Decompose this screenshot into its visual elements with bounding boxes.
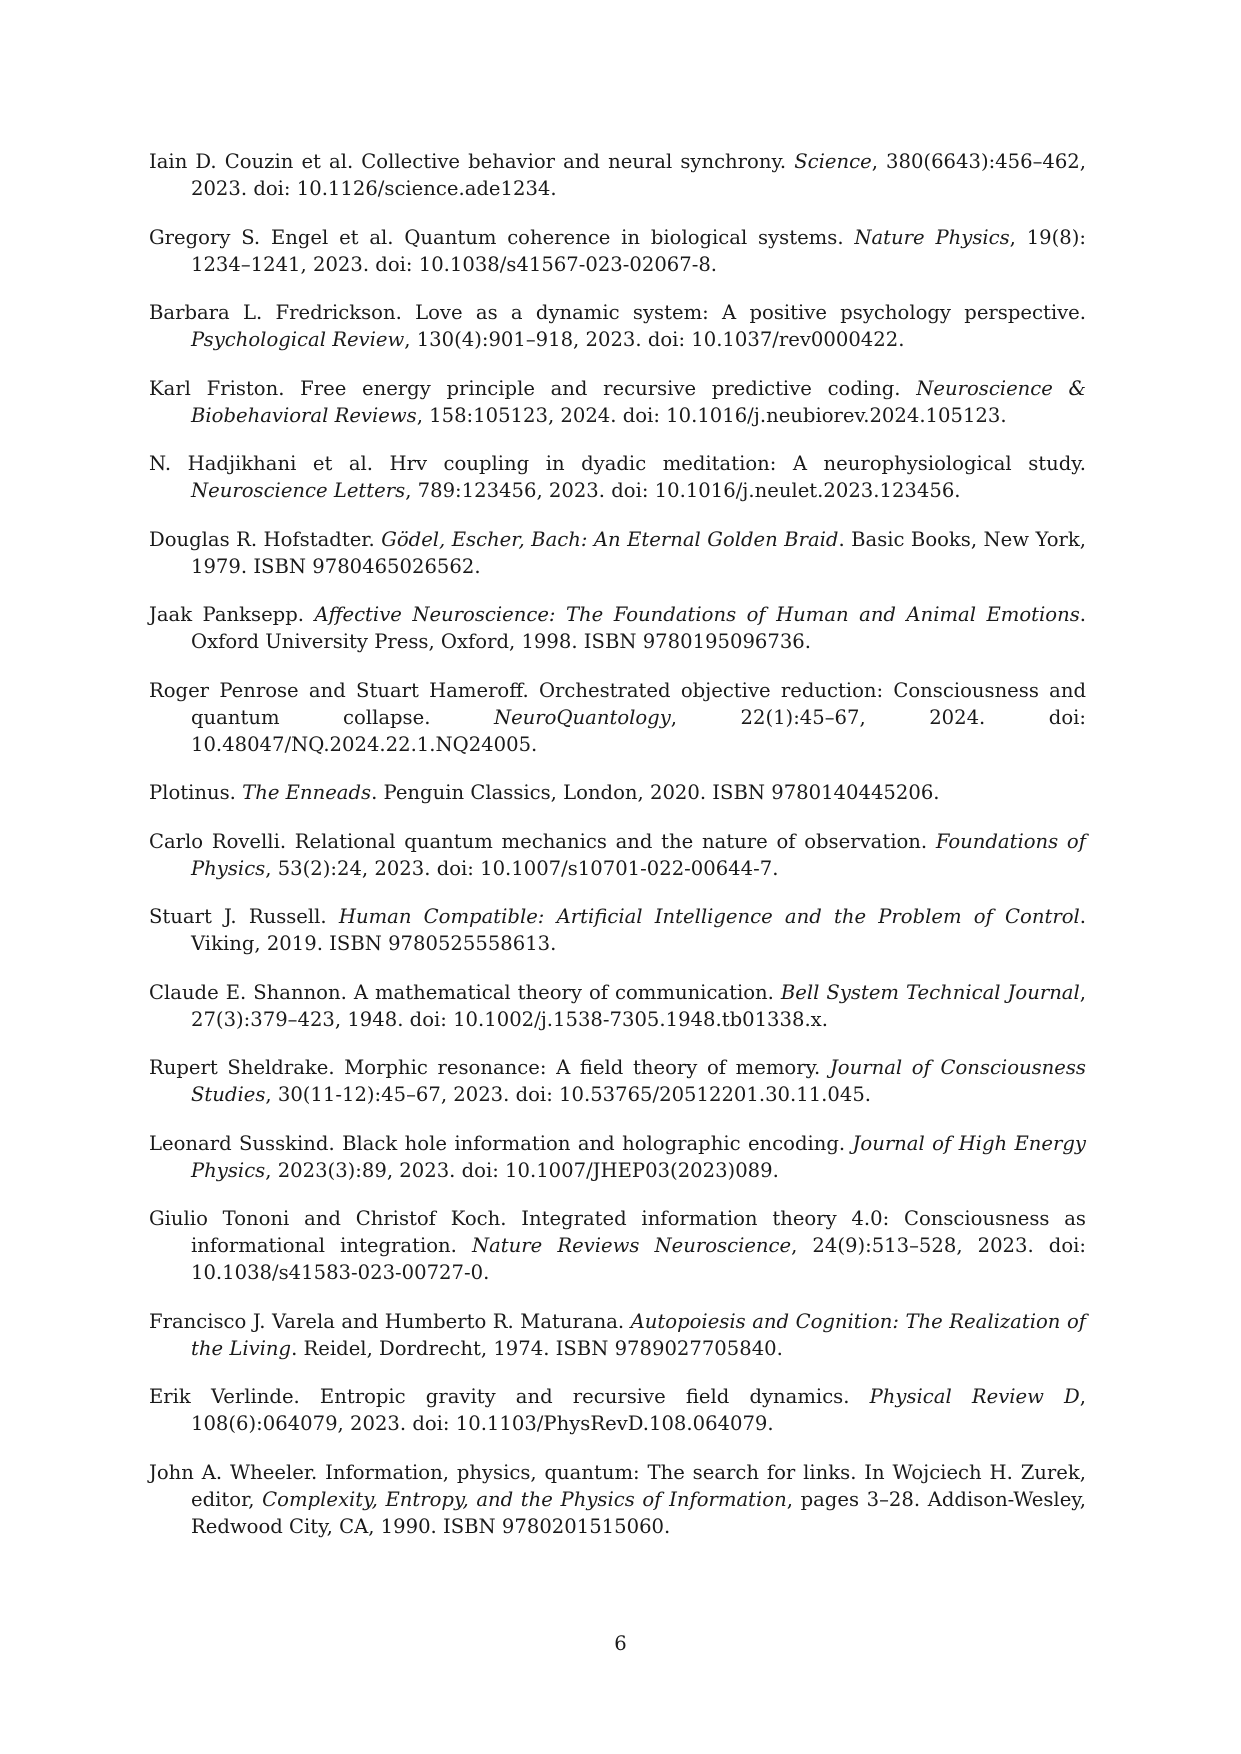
reference-details: , 380(6643):456–462, 2023. doi: 10.1126/science.ade1234. [191, 150, 1087, 200]
reference-item [149, 979, 1086, 1033]
reference-venue: The Enneads [242, 781, 372, 804]
reference-venue: Science [794, 150, 872, 173]
reference-item [149, 299, 1086, 353]
reference-venue: NeuroQuantology [493, 705, 671, 729]
page-number: 6 [614, 1632, 627, 1655]
reference-text: Iain D. Couzin et al. Collective behavior and neural synchrony. [149, 150, 795, 173]
reference-item [149, 677, 1086, 758]
reference-item [149, 779, 1086, 806]
reference-text: N. Hadjikhani et al. Hrv coupling in dyadic meditation: A neurophysiological study. [149, 452, 1086, 475]
reference-item [149, 1459, 1086, 1540]
reference-venue: Bell System Technical Journal [780, 980, 1080, 1004]
reference-item [149, 601, 1086, 655]
reference-details: , 158:105123, 2024. doi: 10.1016/j.neubiorev.2024.105123. [416, 403, 1007, 427]
reference-venue: Affective Neuroscience: The Foundations of Human and Animal Emotions [314, 603, 1080, 626]
reference-venue: Autopoiesis and Cognition: The Realization of the Living [191, 1309, 1086, 1360]
reference-details: . Oxford University Press, Oxford, 1998. ISBN 9780195096736. [191, 603, 1086, 653]
reference-details: . Viking, 2019. ISBN 9780525558613. [191, 905, 1086, 955]
reference-item [149, 1308, 1086, 1362]
reference-venue: Physical Review D [869, 1385, 1080, 1408]
reference-venue: Journal of High Energy Physics [191, 1131, 1086, 1182]
reference-venue: Complexity, Entropy, and the Physics of Information [262, 1487, 787, 1511]
reference-text: Jaak Panksepp. [149, 603, 315, 626]
reference-venue: Journal of Consciousness Studies [191, 1056, 1086, 1106]
reference-text: Rupert Sheldrake. Morphic resonance: A field theory of memory. [149, 1056, 830, 1079]
reference-text: Plotinus. [149, 781, 243, 804]
reference-details: , 53(2):24, 2023. doi: 10.1007/s10701-022-00644-7. [265, 856, 779, 880]
reference-item [149, 1383, 1086, 1437]
reference-text: Francisco J. Varela and Humberto R. Maturana. [149, 1309, 631, 1333]
reference-text: Gregory S. Engel et al. Quantum coherence in biological systems. [149, 225, 855, 249]
reference-item [149, 224, 1086, 278]
reference-details: . Penguin Classics, London, 2020. ISBN 9780140445206. [371, 781, 940, 804]
reference-list [149, 148, 1086, 1561]
reference-item [149, 903, 1086, 957]
reference-text: Roger Penrose and Stuart Hameroff. Orchestrated objective reduction: Consciousness and quantum collapse. [149, 678, 1086, 729]
reference-text: Karl Friston. Free energy principle and recursive predictive coding. [149, 376, 917, 400]
reference-venue: Nature Physics [854, 225, 1010, 249]
reference-venue: Gödel, Escher, Bach: An Eternal Golden Braid [381, 527, 839, 551]
reference-text: Stuart J. Russell. [149, 905, 339, 928]
reference-details: , 30(11-12):45–67, 2023. doi: 10.53765/20512201.30.11.045. [265, 1083, 872, 1106]
reference-item [149, 1130, 1086, 1184]
reference-item [149, 828, 1086, 882]
reference-text: John A. Wheeler. Information, physics, quantum: The search for links. In Wojciech H. Zurek, editor, [149, 1460, 1086, 1511]
reference-venue: Psychological Review [191, 328, 405, 351]
reference-item [149, 148, 1086, 202]
reference-text: Giulio Tononi and Christof Koch. Integrated information theory 4.0: Consciousness as informational integration. [149, 1207, 1086, 1257]
reference-item [149, 1054, 1086, 1108]
reference-details: , pages 3–28. Addison-Wesley, Redwood City, CA, 1990. ISBN 9780201515060. [191, 1487, 1086, 1538]
reference-details: , 130(4):901–918, 2023. doi: 10.1037/rev0000422. [404, 328, 905, 351]
reference-item [149, 450, 1086, 504]
reference-venue: Foundations of Physics [191, 829, 1086, 880]
reference-item [149, 375, 1086, 429]
reference-details: , 2023(3):89, 2023. doi: 10.1007/JHEP03(2023)089. [265, 1158, 779, 1182]
reference-details: . Basic Books, New York, 1979. ISBN 9780465026562. [191, 527, 1086, 578]
reference-venue: Neuroscience & Biobehavioral Reviews [191, 376, 1086, 427]
reference-text: Barbara L. Fredrickson. Love as a dynamic system: A positive psychology perspective. [149, 301, 1086, 324]
reference-details: , 24(9):513–528, 2023. doi: 10.1038/s41583-023-00727-0. [191, 1234, 1086, 1284]
reference-details: , 27(3):379–423, 1948. doi: 10.1002/j.1538-7305.1948.tb01338.x. [191, 980, 1086, 1031]
reference-venue: Nature Reviews Neuroscience [471, 1234, 792, 1257]
reference-venue: Human Compatible: Artificial Intelligence and the Problem of Control [338, 905, 1080, 928]
reference-details: , 22(1):45–67, 2024. doi: 10.48047/NQ.2024.22.1.NQ24005. [191, 705, 1086, 756]
reference-details: , 108(6):064079, 2023. doi: 10.1103/PhysRevD.108.064079. [191, 1385, 1086, 1435]
reference-venue: Neuroscience Letters [191, 479, 406, 502]
reference-text: Erik Verlinde. Entropic gravity and recursive field dynamics. [149, 1385, 870, 1408]
reference-text: Douglas R. Hofstadter. [149, 527, 382, 551]
reference-details: , 19(8): 1234–1241, 2023. doi: 10.1038/s41567-023-02067-8. [191, 225, 1086, 276]
reference-details: , 789:123456, 2023. doi: 10.1016/j.neulet.2023.123456. [405, 479, 961, 502]
reference-details: . Reidel, Dordrecht, 1974. ISBN 9789027705840. [291, 1336, 783, 1360]
reference-item [149, 526, 1086, 580]
reference-text: Claude E. Shannon. A mathematical theory of communication. [149, 980, 781, 1004]
reference-text: Leonard Susskind. Black hole information and holographic encoding. [149, 1131, 853, 1155]
reference-item [149, 1205, 1086, 1286]
reference-text: Carlo Rovelli. Relational quantum mechanics and the nature of observation. [149, 829, 936, 853]
